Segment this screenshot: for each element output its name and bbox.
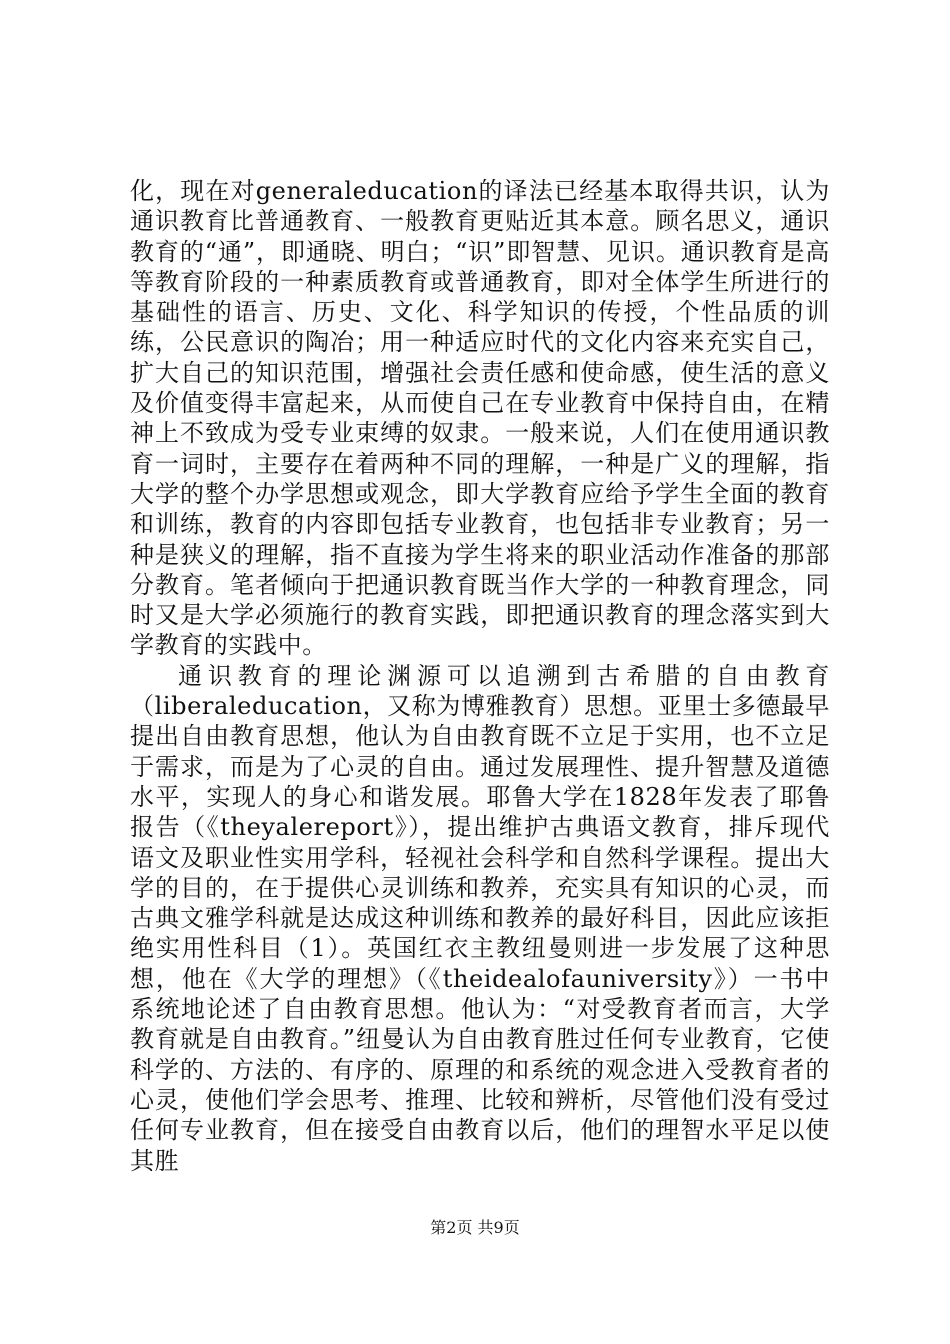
- paragraph-general-education-definition: 化，现在对generaleducation的译法已经基本取得共识，认为通识教育比普通教育、一般教育更贴近其本意。顾名思义，通识教育的“通”，即通晓、明白；“识”即智慧、见识。通识教育是高等教育阶段的一种素质教育或普通教育，即对全体学生所进行的基础性的语言、历史、文化、科学知识的传授，个性品质的训练，公民意识的陶冶；用一种适应时代的文化内容来充实自己，扩大自己的知识范围，增强社会责任感和使命感，使生活的意义及价值变得丰富起来，从而使自己在专业教育中保持自由，在精神上不致成为受专业束缚的奴隶。一般来说，人们在使用通识教育一词时，主要存在着两种不同的理解，一种是广义的理解，指大学的整个办学思想或观念，即大学教育应给予学生全面的教育和训练，教育的内容即包括专业教育，也包括非专业教育；另一种是狭义的理解，指不直接为学生将来的职业活动作准备的那部分教育。笔者倾向于把通识教育既当作大学的一种教育理念，同时又是大学必须施行的教育实践，即把通识教育的理念落实到大学教育的实践中。: [130, 177, 830, 660]
- page-footer: 第2页 共9页: [430, 1218, 520, 1237]
- paragraph-liberal-education-origins: 通识教育的理论渊源可以追溯到古希腊的自由教育（liberaleducation，又称为博雅教育）思想。亚里士多德最早提出自由教育思想，他认为自由教育既不立足于实用，也不立足于需求，而是为了心灵的自由。通过发展理性、提升智慧及道德水平，实现人的身心和谐发展。耶鲁大学在1828年发表了耶鲁报告（《theyalereport》），提出维护古典语文教育，排斥现代语文及职业性实用学科，轻视社会科学和自然科学课程。提出大学的目的，在于提供心灵训练和教养，充实具有知识的心灵，而古典文雅学科就是达成这种训练和教养的最好科目，因此应该拒绝实用性科目（1）。英国红衣主教纽曼则进一步发展了这种思想，他在《大学的理想》（《theidealofauniversity》）一书中系统地论述了自由教育思想。他认为：“对受教育者而言，大学教育就是自由教育。”纽曼认为自由教育胜过任何专业教育，它使科学的、方法的、有序的、原理的和系统的观念进入受教育者的心灵，使他们学会思考、推理、比较和辨析，尽管他们没有受过任何专业教育，但在接受自由教育以后，他们的理智水平足以使其胜: [130, 661, 830, 1175]
- body-text: [130, 176, 830, 1176]
